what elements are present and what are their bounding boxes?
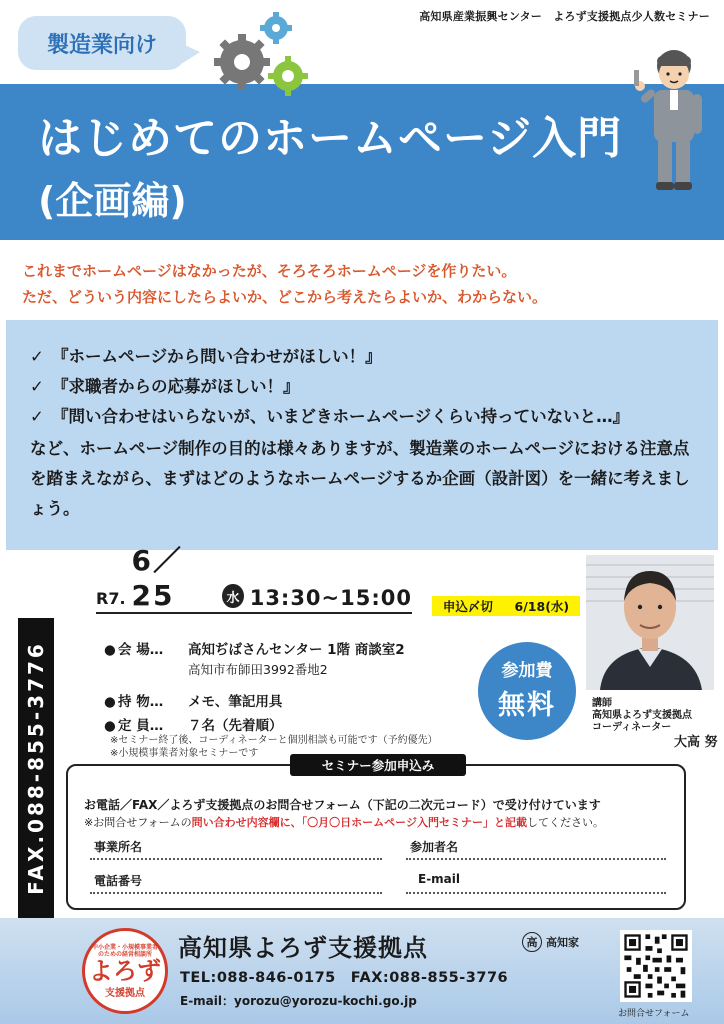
form-title: セミナー参加申込み [290,754,466,776]
venue-row [104,638,405,658]
deadline-value: 6/18(水) [514,599,570,614]
check-icon: ✓ [30,407,44,426]
venue-label: 会 場… [118,642,164,658]
event-details [104,638,405,738]
footer-tel-fax: TEL:088-846-0175 FAX:088-855-3776 [180,970,509,986]
event-date: 6／25 [131,544,184,612]
yorozu-logo [82,928,168,1014]
instructor-org: 高知県よろず支援拠点 [592,710,692,721]
lead-line-1: これまでホームページはなかったが、そろそろホームページを作りたい。 [22,262,517,280]
check-icon: ✓ [30,347,44,366]
bullet-icon: ● [104,718,116,734]
capacity-value: ７名（先着順） [188,718,283,734]
worker-illustration [630,40,714,192]
note-line: ※小規模事業者対象セミナーです [110,748,259,759]
company-name-label: 事業所名 [94,840,143,854]
capacity-row [104,714,405,734]
email-field[interactable] [406,872,666,894]
form-note-prefix: ※お問合せフォームの [84,816,192,829]
purpose-list [30,342,700,524]
event-datetime [96,544,412,614]
items-row [104,690,405,710]
note-line: ※セミナー終了後、コーディネーターと個別相談も可能です（予約優先） [110,735,438,746]
participant-name-label: 参加者名 [410,840,459,854]
logo-main-text: よろず [89,956,161,985]
checklist-item-text: 『問い合わせはいらないが、いまどきホームページくらい持っていないと…』 [52,407,630,426]
form-note [84,814,604,830]
instructor-info [592,698,718,749]
audience-tag: 製造業向け [18,16,186,70]
instructor-name: 大高 努 [674,735,718,750]
form-note-emphasis: 問い合わせ内容欄に、「〇月〇日ホームページ入門セミナー」と記載 [191,816,527,829]
checklist-item [30,372,700,402]
lead-text [22,258,547,310]
kochika-text: 高知家 [546,936,579,949]
bullet-icon: ● [104,694,116,710]
checklist-item [30,342,700,372]
qr-code-icon[interactable] [620,930,692,1002]
fax-number: FAX.088-855-3776 [24,641,48,895]
instructor-role: 講師 [592,698,612,709]
fee-value: 無料 [498,690,556,721]
qr-caption: お問合せフォーム [618,1009,690,1019]
fee-badge [478,642,576,740]
lead-line-2: ただ、どういう内容にしたらよいか、どこから考えたらよいか、わからない。 [22,288,548,306]
kochika-logo [522,932,579,952]
fax-strip [18,618,54,918]
footer-email[interactable]: E-mail：yorozu@yorozu-kochi.go.jp [180,994,417,1008]
form-description: お電話／FAX／よろず支援拠点のお問合せフォーム（下記の二次元コード）で受け付けています [84,798,601,812]
organizer-text: 高知県産業振興センター よろず支援拠点少人数セミナー [419,10,710,23]
kochika-icon: 高 [522,932,542,952]
instructor-title: コーディネーター [592,722,672,733]
capacity-label: 定 員… [118,718,164,734]
items-label: 持 物… [118,694,164,710]
checklist-item-text: 『ホームページから問い合わせがほしい！』 [52,347,382,366]
fee-label: 参加費 [501,661,553,681]
logo-sub-text: 支援拠点 [105,987,145,999]
check-icon: ✓ [30,377,44,396]
deadline-badge [432,596,580,616]
phone-field[interactable] [90,872,382,894]
participant-name-field[interactable] [406,838,666,860]
venue-value: 高知ぢばさんセンター 1階 商談室2 [188,642,405,658]
items-value: メモ、筆記用具 [188,694,283,710]
page-subtitle: (企画編) [38,179,187,223]
logo-tagline: 中小企業・小規模事業者のための経営相談所 [91,943,158,958]
deadline-label: 申込〆切 [442,599,493,614]
era-prefix: R7. [96,589,126,608]
instructor-photo [586,555,714,690]
gears-icon [212,10,322,100]
venue-address: 高知市布師田3992番地2 [188,662,328,677]
checklist-item-text: 『求職者からの応募がほしい！』 [52,377,300,396]
footer-title: 高知県よろず支援拠点 [178,934,428,962]
day-of-week-badge: 水 [222,584,244,608]
phone-label: 電話番号 [94,874,143,888]
email-label: E-mail [418,872,461,886]
event-time: 13:30~15:00 [249,586,412,610]
purpose-description: など、ホームページ制作の目的は様々ありますが、製造業のホームページにおける注意点を踏まえながら、まずはどのようなホームページするか企画（設計図）を一緒に考えましょう。 [30,439,690,518]
company-name-field[interactable] [90,838,382,860]
bullet-icon: ● [104,642,116,658]
form-note-suffix: してください。 [526,816,604,829]
page-title: はじめてのホームページ入門 [38,113,623,164]
checklist-item [30,402,700,432]
